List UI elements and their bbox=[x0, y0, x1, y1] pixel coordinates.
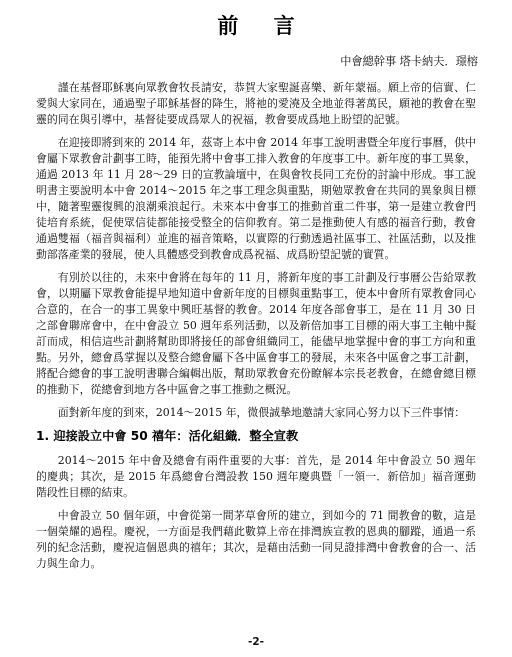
paragraph-greeting: 謹在基督耶穌裏向眾教會牧長請安，恭賀大家聖誕喜樂、新年蒙福。願上帝的信實、仁愛與大家同在，通過聖子耶穌基督的降生，將祂的愛澆及全地並得著萬民，願祂的教會在聖靈的同在與引導中，基督徒要成爲眾人的祝福，教會要成爲地上盼望的記號。 bbox=[36, 81, 476, 126]
paragraph-2014-plan: 在迎接即將到來的 2014 年，茲寄上本中會 2014 年事工說明書暨全年度行事曆，供中會屬下眾教會計劃事工時，能預先將中會事工排入教會的年度事工中。新年度的事工異象，通過 2013 年 11 月 28～29 日的宣教論壇中，在與會牧長同工充份的討論中形成。事工說明書主要說明本中會 2014～2015 年之事工理念與重點，期勉眾教會在共同的異象與目標中，隨著聖靈復興的浪潮乘浪起行。未來本中會事工的推動首重二件事，第一是建立教會門徒培育系統，促使眾信徒都能接受整全的信仰教育。第二是推動使人有感的福音行動，教會通過雙福（福音與福利）並進的福音策略，以實際的行動透過社區事工、社區活動，以及推動部落產業的發展，使人具體感受到教會成爲祝福、成爲盼望記號的實質。 bbox=[36, 136, 476, 261]
paragraph-annual-calendar: 有別於以往的，未來中會將在每年的 11 月，將新年度的事工計劃及行事曆公告給眾教會，以期屬下眾教會能提早地知道中會新年度的目標與重點事工，使本中會所有眾教會同心合意的，在合一的事工異象中興旺基督的教會。2014 年度各部會事工，是在 11 月 30 日之部會聯席會中，在中會設立 50 週年系列活動，以及新倍加事工目標的兩大事工主軸中擬訂而成，相信這些計劃將幫助即將接任的部會組織同工，能儘早地掌握中會的事工方向和重點。另外，總會爲掌握以及整合總會屬下各中區會事工的發展，未來各中區會之事工計劃，將配合總會的事工說明書聯合編輯出版，幫助眾教會充份瞭解本宗長老教會，在總會總目標的推動下，從總會到地方各中區會之事工推動之概況。 bbox=[36, 271, 476, 396]
section1-paragraph-50-years: 中會設立 50 個年頭，中會從第一間茅草會所的建立，到如今的 71 間教會的數，這是一個榮耀的過程。慶祝，一方面是我們藉此數算上帝在排灣族宣教的恩典的腳蹤，通過一系列的紀念活動，慶祝這個恩典的禧年；其次，是藉由活動一同見證排灣中會教會的合一、活力與生命力。 bbox=[36, 509, 476, 570]
author-line: 中會總幹事 塔卡納夫．璟榕 bbox=[340, 55, 478, 68]
section-heading-1: 1. 迎接設立中會 50 禧年：活化組織．整全宣教 bbox=[36, 429, 299, 443]
paragraph-invitation: 面對新年度的到來，2014～2015 年，微偎誠摯地邀請大家同心努力以下三件事情： bbox=[57, 406, 466, 419]
page-title: 前 言 bbox=[217, 14, 309, 38]
section1-paragraph-events: 2014～2015 年中會及總會有兩件重要的大事：首先，是 2014 年中會設立 50 週年的慶典；其次，是 2015 年爲總會台灣設教 150 週年慶典暨「一領一．新倍加」福音運動階段性目標的結束。 bbox=[36, 454, 476, 499]
document-body bbox=[36, 80, 476, 579]
page-number: -2- bbox=[247, 636, 265, 648]
